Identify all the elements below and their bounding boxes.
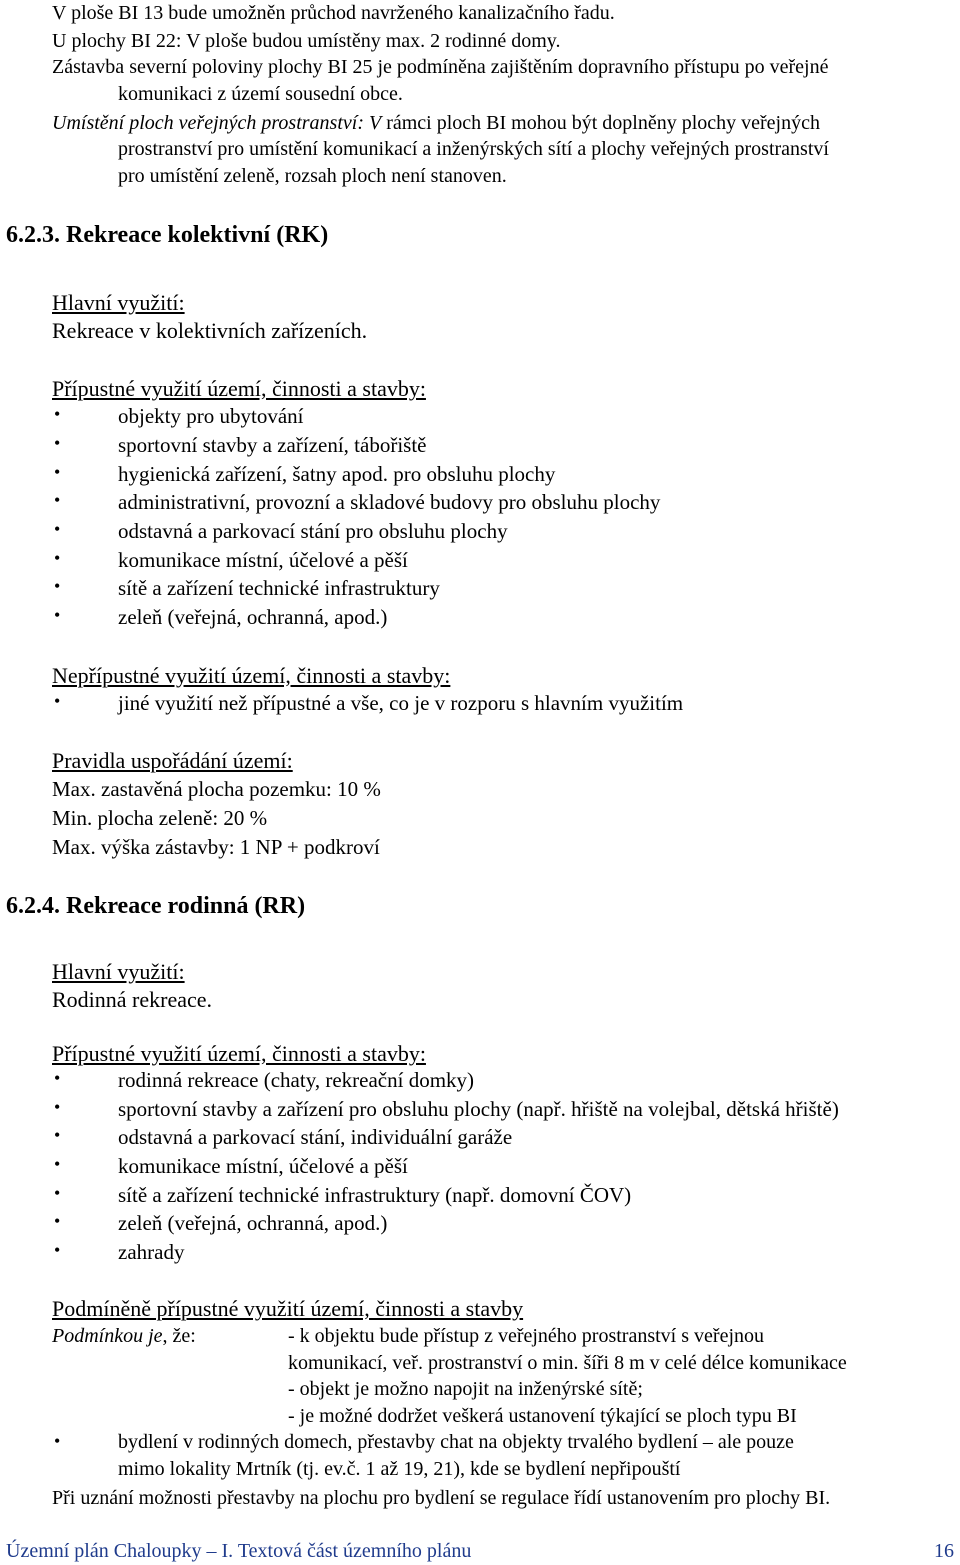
bullet-icon: • [54, 462, 61, 482]
rr-heading: 6.2.4. Rekreace rodinná (RR) [6, 893, 306, 919]
rk-rule: Min. plocha zeleně: 20 % [52, 806, 268, 830]
rr-closing: Při uznání možnosti přestavby na plochu pro bydlení se regulace řídí ustanovením pro plochy BI. [52, 1487, 831, 1509]
bullet-icon: • [54, 1154, 61, 1174]
public-space-line-3: pro umístění zeleně, rozsah ploch není stanoven. [118, 165, 507, 187]
rk-forbidden-label: Nepřípustné využití území, činnosti a stavby: [52, 663, 451, 688]
bullet-icon: • [54, 1097, 61, 1117]
rr-condition-line: - objekt je možno napojit na inženýrské sítě; [288, 1378, 643, 1400]
bullet-icon: • [54, 576, 61, 596]
list-item: sportovní stavby a zařízení pro obsluhu plochy (např. hřiště na volejbal, dětská hřiště) [118, 1097, 839, 1121]
public-space-line-1-rest: rámci ploch BI mohou být doplněny plochy veřejných [381, 112, 820, 134]
list-item: odstavná a parkovací stání pro obsluhu plochy [118, 519, 508, 543]
intro-line-2: U plochy BI 22: V ploše budou umístěny max. 2 rodinné domy. [52, 30, 561, 52]
bullet-icon: • [54, 1211, 61, 1231]
rr-condition-intro-rest: , že: [162, 1325, 196, 1347]
bullet-icon: • [54, 433, 61, 453]
list-item: rodinná rekreace (chaty, rekreační domky) [118, 1068, 475, 1092]
list-item: jiné využití než přípustné a vše, co je v rozporu s hlavním využitím [118, 691, 684, 715]
bullet-icon: • [54, 1068, 61, 1088]
rk-main-use-text: Rekreace v kolektivních zařízeních. [52, 318, 368, 343]
rr-main-use-label: Hlavní využití: [52, 959, 185, 984]
intro-line-1: V ploše BI 13 bude umožněn průchod navrženého kanalizačního řadu. [52, 2, 615, 24]
rk-permitted-label: Přípustné využití území, činnosti a stavby: [52, 376, 426, 401]
rk-rules-label: Pravidla uspořádání území: [52, 748, 293, 773]
rr-conditional-bullet-line-2: mimo lokality Mrtník (tj. ev.č. 1 až 19, 21), kde se bydlení nepřipouští [118, 1458, 681, 1480]
footer-title: Územní plán Chaloupky – I. Textová část územního plánu [6, 1540, 472, 1562]
rk-heading: 6.2.3. Rekreace kolektivní (RK) [6, 222, 329, 248]
intro-line-3: Zástavba severní poloviny plochy BI 25 je podmíněna zajištěním dopravního přístupu po veřejné [52, 56, 829, 78]
list-item: hygienická zařízení, šatny apod. pro obsluhu plochy [118, 462, 556, 486]
list-item: odstavná a parkovací stání, individuální garáže [118, 1125, 513, 1149]
bullet-icon: • [54, 1431, 61, 1451]
list-item: zeleň (veřejná, ochranná, apod.) [118, 1211, 388, 1235]
intro-line-4: komunikaci z území sousední obce. [118, 83, 403, 105]
rk-main-use-label: Hlavní využití: [52, 290, 185, 315]
bullet-icon: • [54, 605, 61, 625]
list-item: komunikace místní, účelové a pěší [118, 548, 408, 572]
bullet-icon: • [54, 1183, 61, 1203]
bullet-icon: • [54, 1125, 61, 1145]
list-item: zeleň (veřejná, ochranná, apod.) [118, 605, 388, 629]
bullet-icon: • [54, 519, 61, 539]
rr-condition-intro-italic: Podmínkou je [52, 1325, 163, 1347]
rr-conditional-bullet-line-1: bydlení v rodinných domech, přestavby chat na objekty trvalého bydlení – ale pouze [118, 1431, 794, 1453]
rr-conditional-label: Podmíněně přípustné využití území, činnosti a stavby [52, 1296, 524, 1321]
bullet-icon: • [54, 404, 61, 424]
bullet-icon: • [54, 1240, 61, 1260]
public-space-line-1 [52, 110, 820, 137]
list-item: administrativní, provozní a skladové budovy pro obsluhu plochy [118, 490, 661, 514]
rr-condition-line: - k objektu bude přístup z veřejného prostranství s veřejnou [288, 1325, 764, 1347]
list-item: objekty pro ubytování [118, 404, 304, 428]
rr-condition-line: - je možné dodržet veškerá ustanovení týkající se ploch typu BI [288, 1405, 797, 1427]
list-item: sítě a zařízení technické infrastruktury (např. domovní ČOV) [118, 1183, 632, 1207]
footer-page-number: 16 [934, 1540, 954, 1562]
public-space-line-2: prostranství pro umístění komunikací a inženýrských sítí a plochy veřejných prostranství [118, 138, 829, 160]
rr-condition-intro [52, 1323, 196, 1350]
list-item: komunikace místní, účelové a pěší [118, 1154, 408, 1178]
public-space-label: Umístění ploch veřejných prostranství: V [52, 112, 382, 134]
rr-permitted-label: Přípustné využití území, činnosti a stavby: [52, 1041, 426, 1066]
list-item: zahrady [118, 1240, 185, 1264]
rk-rule: Max. výška zástavby: 1 NP + podkroví [52, 835, 380, 859]
rk-rule: Max. zastavěná plocha pozemku: 10 % [52, 777, 381, 801]
bullet-icon: • [54, 490, 61, 510]
list-item: sítě a zařízení technické infrastruktury [118, 576, 440, 600]
bullet-icon: • [54, 548, 61, 568]
rr-main-use-text: Rodinná rekreace. [52, 987, 213, 1012]
list-item: sportovní stavby a zařízení, tábořiště [118, 433, 427, 457]
bullet-icon: • [54, 691, 61, 711]
rr-condition-line: komunikací, veř. prostranství o min. šíři 8 m v celé délce komunikace [288, 1352, 847, 1374]
